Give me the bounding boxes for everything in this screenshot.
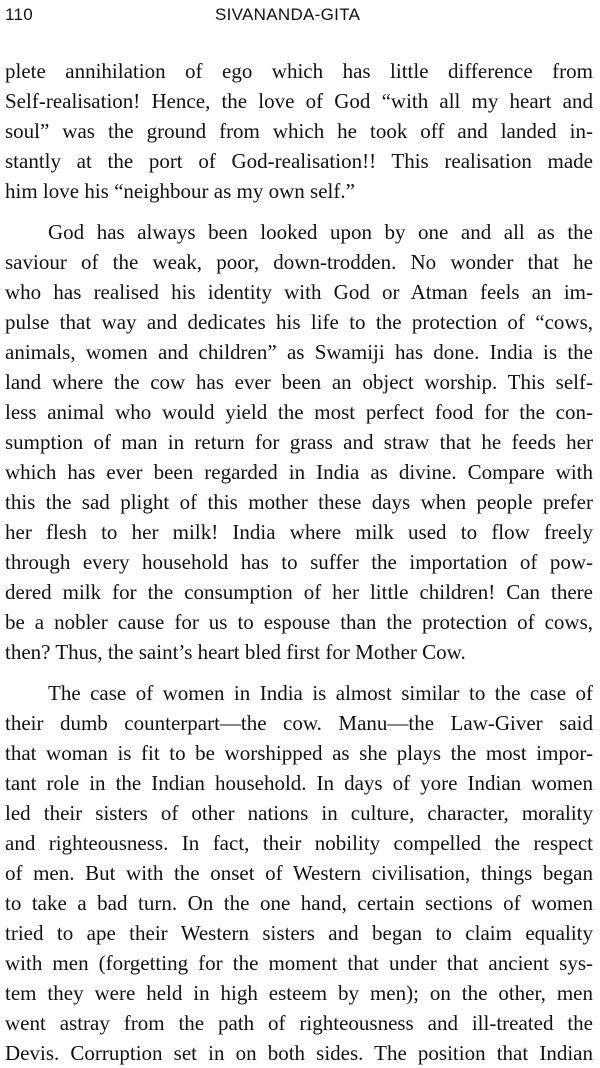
text-line: pulse that way and dedicates his life to the protection of “cows, xyxy=(5,310,593,334)
text-line: tant role in the Indian household. In days of yore Indian women xyxy=(5,771,593,795)
body-text xyxy=(5,56,593,1068)
text-line: led their sisters of other nations in culture, character, morality xyxy=(5,801,593,825)
text-line: saviour of the weak, poor, down-trodden. No wonder that he xyxy=(5,250,593,274)
text-line: stantly at the port of God-realisation!! This realisation made xyxy=(5,149,593,173)
text-line: that woman is fit to be worshipped as she plays the most impor- xyxy=(5,741,593,765)
text-line: who has realised his identity with God or Atman feels an im- xyxy=(5,280,593,304)
text-line: be a nobler cause for us to espouse than the protection of cows, xyxy=(5,610,593,634)
text-line: to take a bad turn. On the one hand, certain sections of women xyxy=(5,891,593,915)
paragraph-1 xyxy=(5,56,593,206)
text-line: sumption of man in return for grass and straw that he feeds her xyxy=(5,430,593,454)
paragraph-2 xyxy=(5,217,593,667)
running-header xyxy=(5,3,590,27)
text-line: with men (forgetting for the moment that under that ancient sys- xyxy=(5,951,593,975)
text-line: of men. But with the onset of Western civilisation, things began xyxy=(5,861,593,885)
text-line: which has ever been regarded in India as divine. Compare with xyxy=(5,460,593,484)
text-line: this the sad plight of this mother these days when people prefer xyxy=(5,490,593,514)
text-line: her flesh to her milk! India where milk used to flow freely xyxy=(5,520,593,544)
text-line: dered milk for the consumption of her little children! Can there xyxy=(5,580,593,604)
text-line: The case of women in India is almost similar to the case of xyxy=(48,681,593,705)
text-line: soul” was the ground from which he took off and landed in- xyxy=(5,119,593,143)
text-line: and righteousness. In fact, their nobility compelled the respect xyxy=(5,831,593,855)
text-line: tem they were held in high esteem by men); on the other, men xyxy=(5,981,593,1005)
page-number: 110 xyxy=(5,5,34,24)
text-line: Devis. Corruption set in on both sides. The position that Indian xyxy=(5,1041,593,1065)
text-line: through every household has to suffer the importation of pow- xyxy=(5,550,593,574)
paragraph-3 xyxy=(5,678,593,1068)
text-line: animals, women and children” as Swamiji has done. India is the xyxy=(5,340,593,364)
running-title: SIVANANDA-GITA xyxy=(215,5,361,24)
text-line: less animal who would yield the most perfect food for the con- xyxy=(5,400,593,424)
text-line: tried to ape their Western sisters and began to claim equality xyxy=(5,921,593,945)
text-line: then? Thus, the saint’s heart bled first for Mother Cow. xyxy=(5,640,466,664)
text-line: God has always been looked upon by one and all as the xyxy=(48,220,593,244)
text-line: land where the cow has ever been an object worship. This self- xyxy=(5,370,593,394)
text-line: plete annihilation of ego which has little difference from xyxy=(5,59,593,83)
text-line: their dumb counterpart—the cow. Manu—the Law-Giver said xyxy=(5,711,593,735)
text-line: him love his “neighbour as my own self.” xyxy=(5,179,355,203)
text-line: Self-realisation! Hence, the love of God “with all my heart and xyxy=(5,89,593,113)
text-line: went astray from the path of righteousness and ill-treated the xyxy=(5,1011,593,1035)
